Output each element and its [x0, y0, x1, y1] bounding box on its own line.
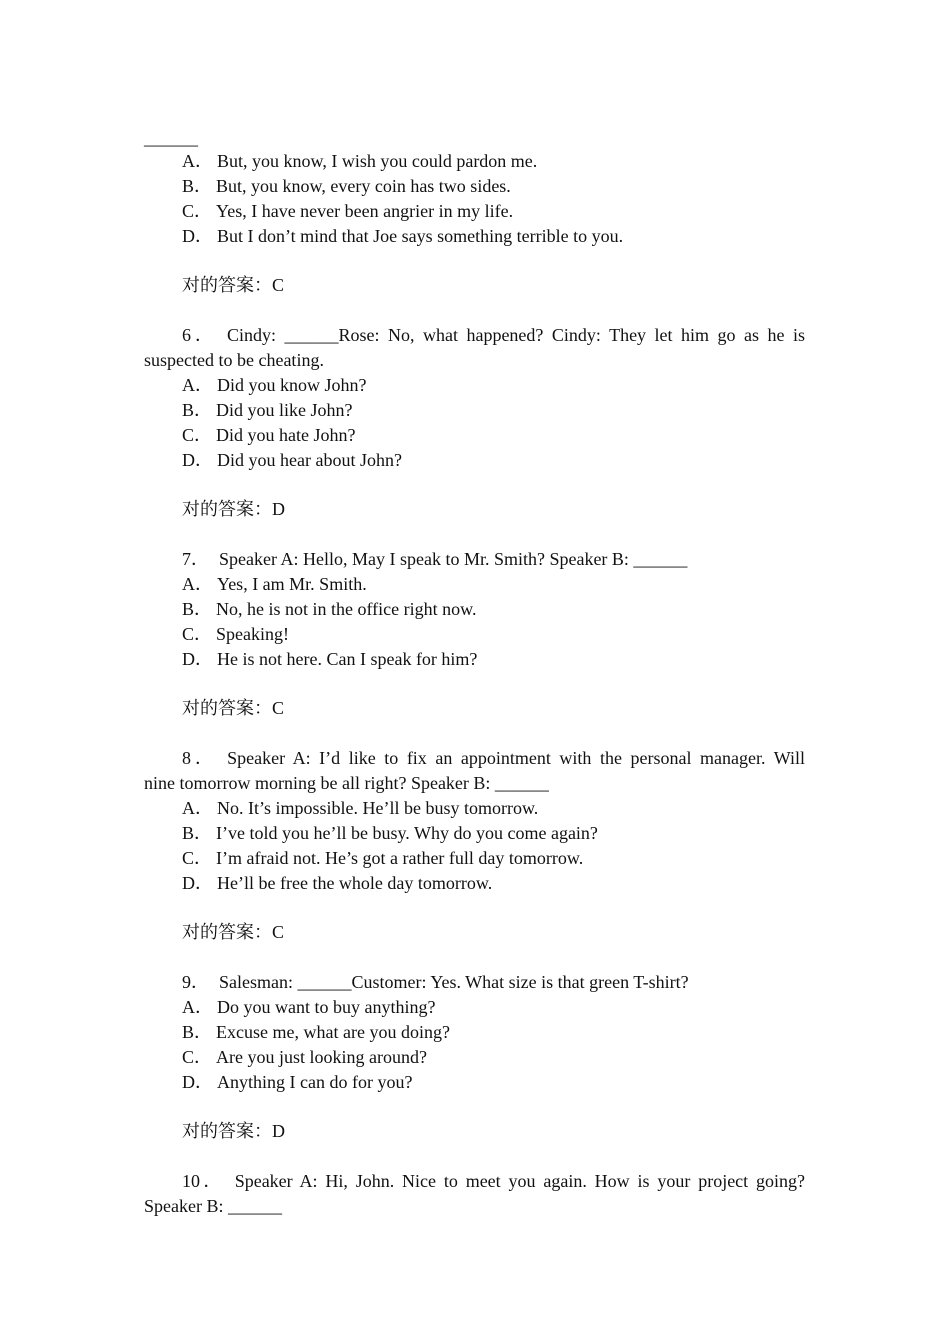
q8-answer: 对的答案：C: [182, 922, 285, 942]
q9-number: 9．: [182, 972, 209, 992]
q5-option-b: B． But, you know, every coin has two sides.: [182, 176, 511, 196]
q9-option-b: B． Excuse me, what are you doing?: [182, 1022, 450, 1042]
q6-option-a: A． Did you know John?: [182, 375, 367, 395]
q9-option-a: A． Do you want to buy anything?: [182, 997, 436, 1017]
q9-answer: 对的答案：D: [182, 1121, 285, 1141]
q6-number: 6．: [182, 325, 217, 345]
q9-option-d: D． Anything I can do for you?: [182, 1072, 413, 1092]
q5-option-a: A． But, you know, I wish you could pardon me.: [182, 151, 538, 171]
q7-answer: 对的答案：C: [182, 698, 285, 718]
q7-number: 7．: [182, 549, 209, 569]
q8-option-c: C． I’m afraid not. He’s got a rather full day tomorrow.: [182, 848, 584, 868]
q5-answer: 对的答案：C: [182, 275, 285, 295]
q9-stem: 9． Salesman: ______Customer: Yes. What size is that green T-shirt?: [182, 972, 689, 992]
q8-stem-line2: nine tomorrow morning be all right? Speaker B: ______: [144, 773, 549, 793]
q10-stem-line2: Speaker B: ______: [144, 1196, 282, 1216]
answer-blank: ______: [144, 128, 198, 148]
q8-option-a: A． No. It’s impossible. He’ll be busy tomorrow.: [182, 798, 539, 818]
q8-number: 8．: [182, 748, 218, 768]
q7-option-c: C． Speaking!: [182, 624, 289, 644]
q5-option-d: D． But I don’t mind that Joe says something terrible to you.: [182, 226, 624, 246]
q7-option-b: B． No, he is not in the office right now.: [182, 599, 477, 619]
q8-stem-line1: 8． Speaker A: I’d like to fix an appointment with the personal manager. Will: [182, 748, 806, 768]
q9-option-c: C． Are you just looking around?: [182, 1047, 427, 1067]
q10-stem-line1: 10． Speaker A: Hi, John. Nice to meet you again. How is your project going?: [182, 1171, 806, 1191]
q6-stem-line1: 6． Cindy: ______Rose: No, what happened? Cindy: They let him go as he is: [182, 325, 805, 345]
q6-option-d: D． Did you hear about John?: [182, 450, 402, 470]
q6-option-c: C． Did you hate John?: [182, 425, 356, 445]
q5-option-c: C． Yes, I have never been angrier in my life.: [182, 201, 514, 221]
q7-option-a: A． Yes, I am Mr. Smith.: [182, 574, 367, 594]
q10-number: 10．: [182, 1171, 225, 1191]
q6-option-b: B． Did you like John?: [182, 400, 353, 420]
q7-option-d: D． He is not here. Can I speak for him?: [182, 649, 478, 669]
q6-stem-line2: suspected to be cheating.: [144, 350, 324, 370]
q8-option-b: B． I’ve told you he’ll be busy. Why do you come again?: [182, 823, 598, 843]
q6-answer: 对的答案：D: [182, 499, 285, 519]
q7-stem: 7． Speaker A: Hello, May I speak to Mr. Smith? Speaker B: ______: [182, 549, 688, 569]
q8-option-d: D． He’ll be free the whole day tomorrow.: [182, 873, 493, 893]
